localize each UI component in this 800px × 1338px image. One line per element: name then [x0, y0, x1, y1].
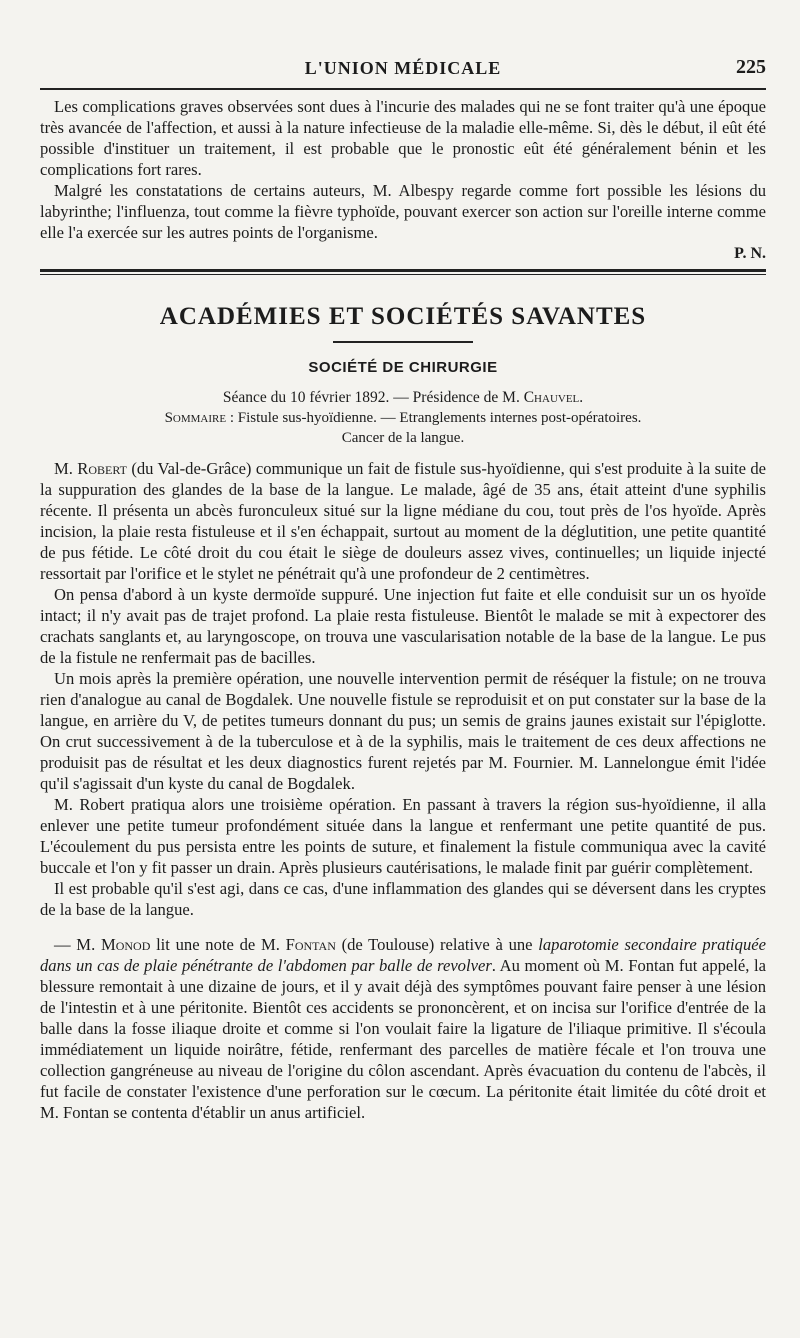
paragraph: M. Robert pratiqua alors une troisième opération. En passant à travers la région sus-hyoïdienne, il alla enlever une petite tumeur profondément située dans la langue et renfermant une petite quantité de pus. L'écoulement du pus persista entre les points de suture, et finalement la fistule communiqua avec la cavité buccale et l'on y fit passer un drain. Après plusieurs cautérisations, le malade finit par guérir complètement. [40, 795, 766, 877]
session-date: Séance du 10 février 1892. — Présidence de M. [222, 389, 520, 406]
section-divider [40, 269, 766, 275]
section-title: ACADÉMIES ET SOCIÉTÉS SAVANTES [159, 303, 647, 330]
paragraph-text: (de Toulouse) relative à une [335, 935, 539, 954]
paragraph-text: (du Val-de-Grâce) communique un fait de fistule sus-hyoïdienne, qui s'est produite à la suite de la suppuration des glandes de la base de la langue. Le malade, âgé de 35 ans, était atteint d'une syphilis récente. Il présenta un abcès furonculeux situé sur la ligne médiane du cou, tout près de l'os hyoïde. Après incision, la plaie resta fistuleuse et il s'en échappait, surtout au moment de la déglutition, une petite quantité de pus fétide. Le côté droit du cou était le siège de douleurs assez vives, continuelles; un liquide injecté ressortait par l'orifice et le stylet ne pénétrait qu'à une profondeur de 2 centimètres. [40, 459, 766, 583]
session-summary [40, 408, 766, 448]
society-title: SOCIÉTÉ DE CHIRURGIE [308, 359, 498, 376]
paragraph [40, 458, 766, 584]
session-president: Chauvel. [523, 389, 584, 406]
page-header [40, 52, 766, 90]
session-line [40, 388, 766, 408]
speaker-name: Monod [100, 935, 151, 954]
paragraph-text: . Au moment où M. Fontan fut appelé, la blessure remontait à une dizaine de jours, et il y avait déjà des symptômes pouvant faire penser à une lésion de l'intestin et à une péritonite. Bientôt ces accidents se prononcèrent, et on incisa sur l'orifice d'entrée de la balle dans la fosse iliaque droite et comme si l'on voulait faire la ligature de l'iliaque primitive. Il s'écoula immédiatement un liquide noirâtre, fétide, renfermant des parcelles de matière fécale et l'on trouva une collection gangréneuse au niveau de l'origine du côlon ascendant. Après évacuation du contenu de l'abcès, il fut facile de constater l'existence d'une perforation sur le cœcum. La péritonite était limitée du côté droit et M. Fontan se contenta d'établir un anus artificiel. [40, 956, 766, 1122]
paragraph [40, 934, 766, 1123]
title-rule [333, 341, 473, 343]
paragraph-text: lit une note de M. [150, 935, 286, 954]
running-title: L'UNION MÉDICALE [304, 58, 502, 78]
paragraph: Il est probable qu'il s'est agi, dans ce cas, d'une inflammation des glandes qui se déversent dans les cryptes de la base de la langue. [40, 879, 766, 919]
summary-label: Sommaire [164, 410, 227, 426]
paragraph: On pensa d'abord à un kyste dermoïde suppuré. Une injection fut faite et elle conduisit sur un os hyoïde intact; il n'y avait pas de trajet profond. La plaie resta fistuleuse. Bientôt le malade se mit à expectorer des crachats sanglants et, au laryngoscope, on trouva une vascularisation notable de la base de la langue. Le pus de la fistule ne renfermait pas de bacilles. [40, 585, 766, 667]
speaker-name: M. Robert [54, 459, 127, 478]
summary-line: : Fistule sus-hyoïdienne. — Etranglements internes post-opératoires. [226, 410, 642, 426]
author-signature: P. N. [734, 245, 766, 262]
paragraph: Malgré les constatations de certains auteurs, M. Albespy regarde comme fort possible les lésions du labyrinthe; l'influenza, tout comme la fièvre typhoïde, pouvant exercer son action sur l'oreille interne comme elle l'a exercée sur les autres points de l'organisme. [40, 181, 766, 242]
paragraph-gap [40, 920, 766, 934]
page-number: 225 [736, 56, 766, 78]
paragraph: Un mois après la première opération, une nouvelle intervention permit de réséquer la fistule; on ne trouva rien d'analogue au canal de Bogdalek. Une nouvelle fistule se reproduisit et on put constater sur la base de la langue, en arrière du V, de petites tumeurs donnant du pus; un semis de grains jaunes existait sur l'épiglotte. On crut successivement à de la tuberculose et à de la syphilis, mais le traitement de ces deux affections ne produisit pas de résultat et les deux diagnostics furent rejetés par M. Fournier. M. Lannelongue émit l'idée qu'il s'agissait d'un kyste du canal de Bogdalek. [40, 669, 766, 793]
dash: — M. [54, 935, 101, 954]
paragraph: Les complications graves observées sont dues à l'incurie des malades qui ne se font traiter qu'à une époque très avancée de l'affection, et aussi à la nature infectieuse de la maladie elle-même. Si, dès le début, il eût été possible d'instituer un traitement, il est probable que le pronostic eût été généralement bénin et les complications fort rares. [40, 97, 766, 179]
summary-line: Cancer de la langue. [341, 430, 465, 446]
page-body [40, 96, 766, 1123]
italic-title: laparotomie secondaire pratiquée dans un cas de plaie pénétrante de l'abdomen par balle de revolver [40, 935, 766, 975]
author-name: Fontan [285, 935, 336, 954]
